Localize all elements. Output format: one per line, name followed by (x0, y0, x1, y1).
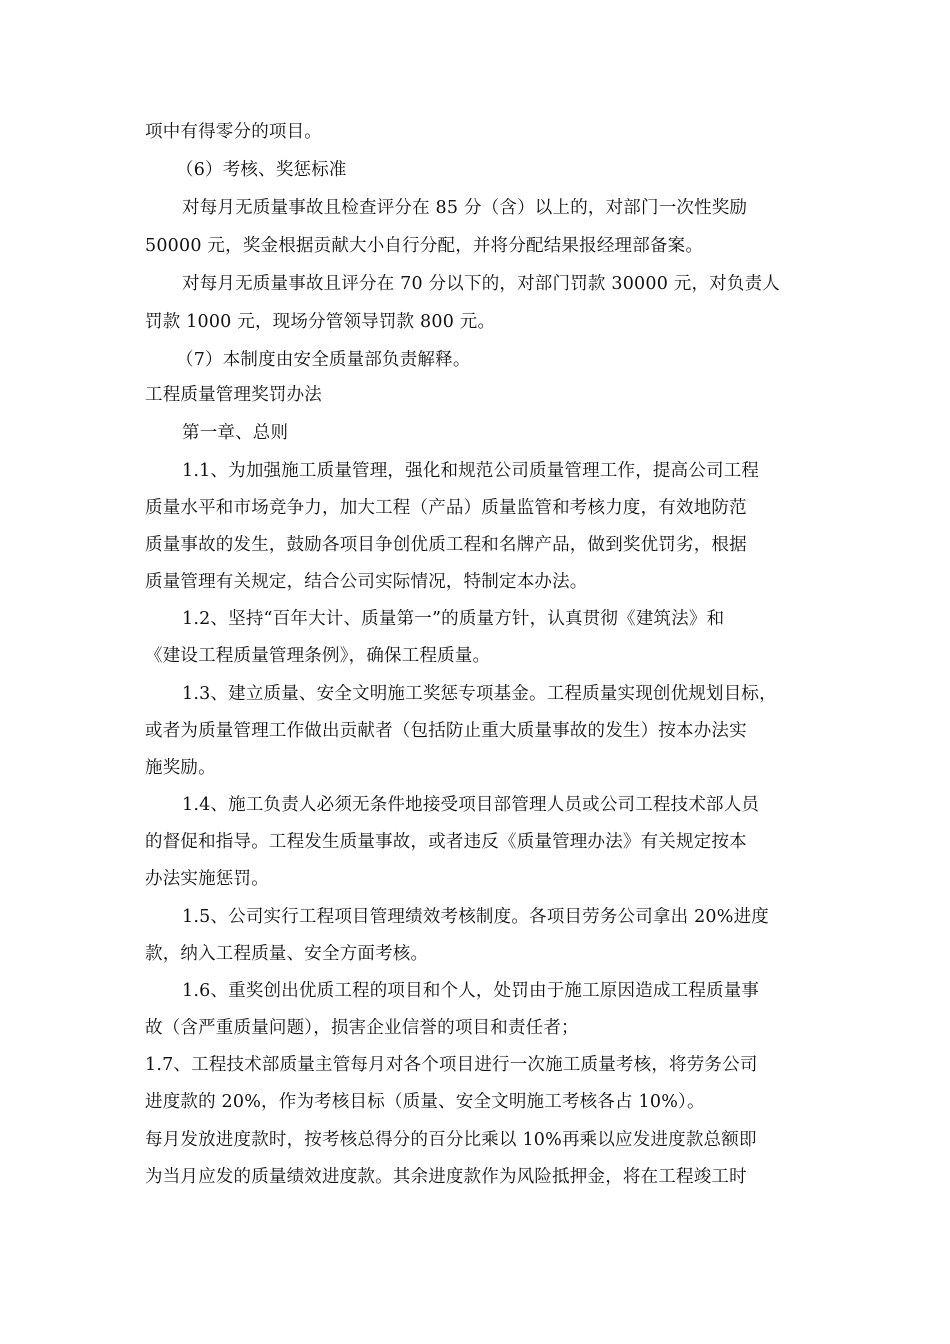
text-line: 1.1、为加强施工质量管理，强化和规范公司质量管理工作，提高公司工程 (182, 461, 760, 481)
text-line: （7）本制度由安全质量部负责解释。 (176, 350, 471, 370)
text-line: 1.3、建立质量、安全文明施工奖惩专项基金。工程质量实现创优规划目标， (182, 684, 777, 704)
text-line: 故（含严重质量问题），损害企业信誉的项目和责任者； (145, 1018, 579, 1038)
section-heading: （6）考核、奖惩标准 (176, 160, 347, 180)
text-line: 的督促和指导。工程发生质量事故，或者违反《质量管理办法》有关规定按本 (145, 832, 747, 852)
text-line: 1.2、坚持“百年大计、质量第一”的质量方针，认真贯彻《建筑法》和 (182, 609, 725, 629)
text-line: 1.6、重奖创出优质工程的项目和个人，处罚由于施工原因造成工程质量事 (182, 981, 760, 1001)
text-line: 对每月无质量事故且评分在 70 分以下的，对部门罚款 30000 元，对负责人 (182, 274, 780, 294)
text-line: 50000 元，奖金根据贡献大小自行分配，并将分配结果报经理部备案。 (145, 236, 704, 256)
text-line: 质量水平和市场竞争力，加大工程（产品）质量监管和考核力度，有效地防范 (145, 498, 747, 518)
text-line: 施奖励。 (145, 758, 216, 778)
text-line: 进度款的 20%，作为考核目标（质量、安全文明施工考核各占 10%）。 (145, 1092, 705, 1112)
text-line: 或者为质量管理工作做出贡献者（包括防止重大质量事故的发生）按本办法实 (145, 721, 747, 741)
text-line: 《建设工程质量管理条例》，确保工程质量。 (145, 646, 491, 666)
text-line: 项中有得零分的项目。 (145, 122, 322, 142)
text-line: 为当月应发的质量绩效进度款。其余进度款作为风险抵押金，将在工程竣工时 (145, 1167, 747, 1187)
text-line: 款，纳入工程质量、安全方面考核。 (145, 944, 429, 964)
text-line: 1.7、工程技术部质量主管每月对各个项目进行一次施工质量考核，将劳务公司 (145, 1055, 758, 1075)
text-line: 对每月无质量事故且检查评分在 85 分（含）以上的，对部门一次性奖励 (182, 198, 748, 218)
text-line: 质量管理有关规定，结合公司实际情况，特制定本办法。 (145, 572, 588, 592)
text-line: 罚款 1000 元，现场分管领导罚款 800 元。 (145, 312, 496, 332)
text-line: 质量事故的发生，鼓励各项目争创优质工程和名牌产品，做到奖优罚劣，根据 (145, 535, 747, 555)
chapter-heading: 第一章、总则 (182, 423, 289, 443)
text-line: 1.5、公司实行工程项目管理绩效考核制度。各项目劳务公司拿出 20%进度 (182, 907, 769, 927)
text-line: 1.4、施工负责人必须无条件地接受项目部管理人员或公司工程技术部人员 (182, 795, 760, 815)
text-line: 每月发放进度款时，按考核总得分的百分比乘以 10%再乘以应发进度款总额即 (145, 1130, 757, 1150)
text-line: 办法实施惩罚。 (145, 869, 269, 889)
document-title: 工程质量管理奖罚办法 (145, 385, 322, 405)
